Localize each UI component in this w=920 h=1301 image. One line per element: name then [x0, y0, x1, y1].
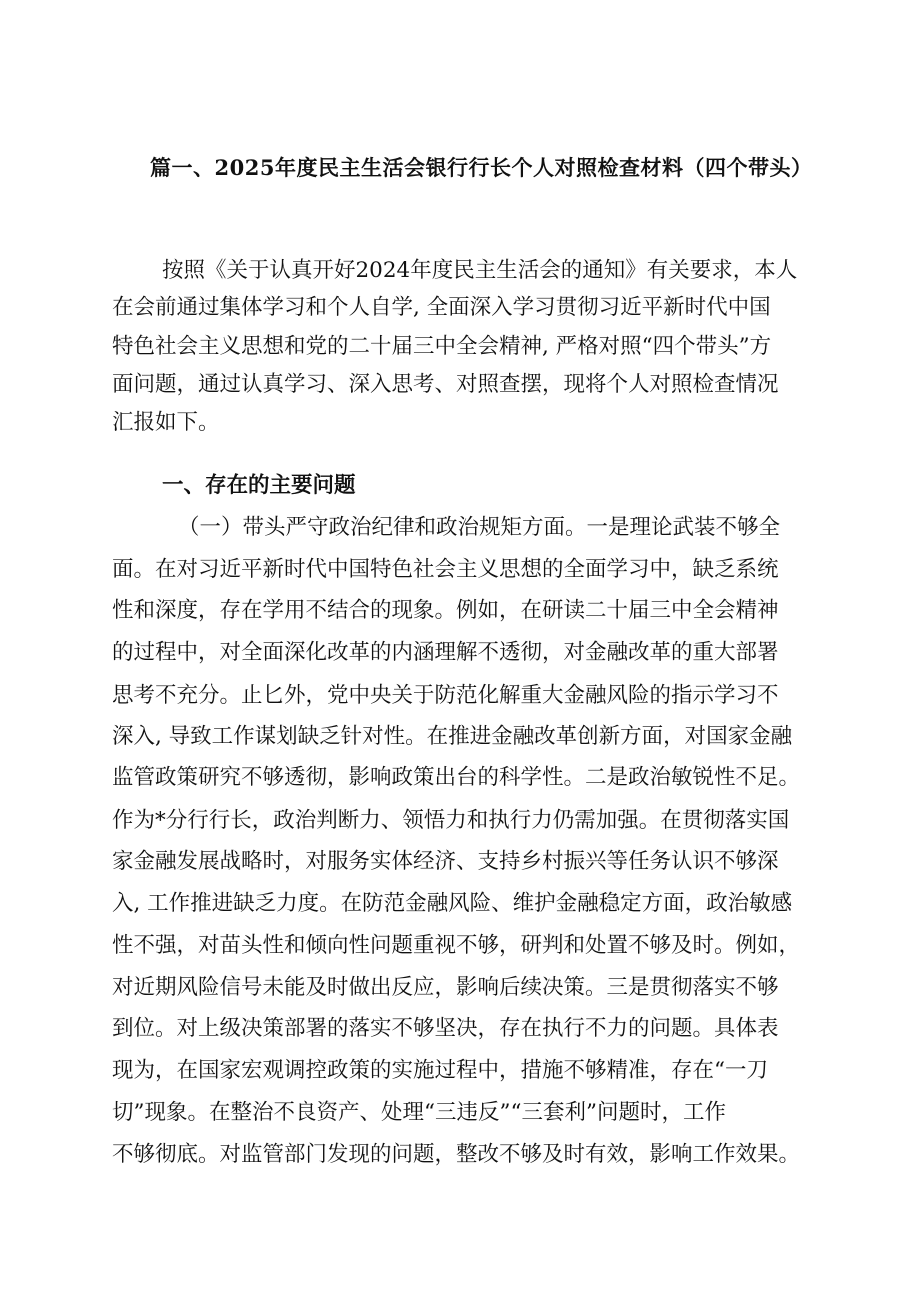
body-line-5: 思考不充分。止匕外，党中央关于防范化解重大金融风险的指示学习不 [112, 683, 779, 708]
body-line-7: 监管政策研究不够透彻，影响政策出台的科学性。二是政治敏锐性不足。 [112, 765, 801, 790]
body-line-3: 性和深度，存在学用不结合的现象。例如，在研读二十届三中全会精神 [112, 598, 779, 623]
intro-line-4: 面问题，通过认真学习、深入思考、对照查摆，现将个人对照检查情况 [112, 372, 779, 397]
body-line-8: 作为*分行行长，政治判断力、领悟力和执行力仍需加强。在贯彻落实国 [112, 808, 790, 833]
section-heading: 一、存在的主要问题 [162, 473, 356, 498]
document-title: 篇一、2025年度民主生活会银行行长个人对照检查材料（四个带头） [150, 155, 813, 180]
body-line-12: 对近期风险信号未能及时做出反应，影响后续决策。三是贯彻落实不够 [112, 975, 779, 1000]
body-line-2: 面。在对习近平新时代中国特色社会主义思想的全面学习中，缺乏系统 [112, 557, 779, 582]
intro-line-3: 特色社会主义思想和党的二十届三中全会精神, 严格对照“四个带头”方 [112, 334, 772, 359]
body-line-14: 现为，在国家宏观调控政策的实施过程中，措施不够精准，存在“一刀 [112, 1058, 768, 1083]
body-line-9: 家金融发展战略时，对服务实体经济、支持乡村振兴等任务认识不够深 [112, 849, 779, 874]
body-line-11: 性不强，对苗头性和倾向性问题重视不够，研判和处置不够及时。例如， [112, 933, 801, 958]
body-line-16: 不够彻底。对监管部门发现的问题，整改不够及时有效，影响工作效果。 [112, 1142, 801, 1167]
intro-line-2: 在会前通过集体学习和个人自学, 全面深入学习贯彻习近平新时代中国 [112, 295, 771, 320]
body-line-15: 切”现象。在整治不良资产、处理“三违反”“三套利”问题时，工作 [112, 1100, 726, 1125]
body-line-4: 的过程中，对全面深化改革的内涵理解不透彻，对金融改革的重大部署 [112, 640, 779, 665]
body-line-6: 深入, 导致工作谋划缺乏针对性。在推进金融改革创新方面，对国家金融 [112, 724, 793, 749]
body-line-10: 入, 工作推进缺乏力度。在防范金融风险、维护金融稳定方面，政治敏感 [112, 891, 793, 916]
body-line-13: 到位。对上级决策部署的落实不够坚决，存在执行不力的问题。具体表 [112, 1016, 779, 1041]
intro-line-1: 按照《关于认真开好2024年度民主生活会的通知》有关要求，本人 [162, 258, 798, 283]
body-line-1: （一）带头严守政治纪律和政治规矩方面。一是理论武装不够全 [178, 515, 781, 540]
intro-line-5: 汇报如下。 [112, 410, 220, 435]
